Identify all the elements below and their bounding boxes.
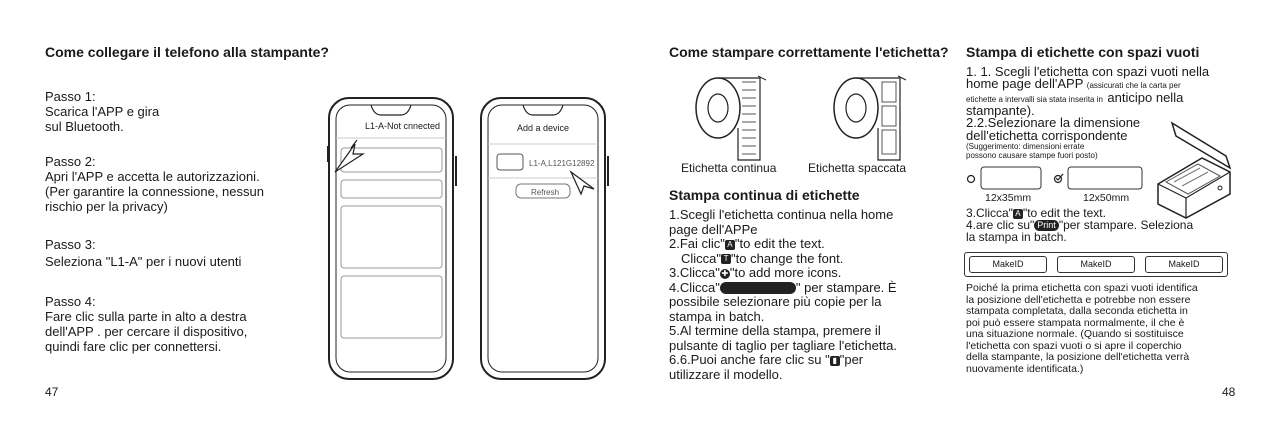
instruction-line: pulsante di taglio per tagliare l'etichetta. — [669, 337, 897, 353]
step-line: home page dell'APP — [966, 76, 1084, 91]
makeid-label-strip — [964, 252, 1228, 277]
size-option-2-label: 12x50mm — [1083, 192, 1130, 204]
step-line: dell'APP . per cercare il dispositivo, — [45, 324, 248, 339]
left-title: Come collegare il telefono alla stampante? — [45, 44, 329, 60]
instruction-line: 3.Clicca" ✚ "to add more icons. — [669, 265, 842, 280]
instruction-line: utilizzare il modello. — [669, 366, 783, 382]
instruction-line: 5.Al termine della stampa, premere il — [669, 323, 881, 338]
right-title: Stampa di etichette con spazi vuoti — [966, 44, 1200, 60]
phone-outline-icon — [479, 96, 609, 381]
step-line: dell'etichetta corrispondente — [966, 128, 1128, 143]
note-line: una situazione normale. (Quando si sostituisce — [966, 328, 1184, 340]
print-pill-icon: Print — [1034, 220, 1059, 231]
instruction-line: 2.Fai clic" A "to edit the text. — [669, 236, 825, 251]
note-line: l'etichetta con spazi vuoti o si apre il coperchio — [966, 339, 1182, 352]
phone-illustration-1 — [327, 96, 457, 381]
step-title: Passo 4: — [45, 294, 96, 309]
step-2 — [45, 154, 305, 214]
middle-title: Come stampare correttamente l'etichetta? — [669, 44, 949, 60]
size-option-1-label: 12x35mm — [985, 192, 1032, 204]
step-line: anticipo nella — [1107, 90, 1184, 105]
step-line: la stampa in batch. — [966, 230, 1067, 245]
step-line: (Per garantire la connessione, nessun — [45, 184, 264, 199]
step-note: (Suggerimento: dimensioni errate — [966, 142, 1085, 151]
note-line: stampata completata, dalla seconda etichetta in — [966, 305, 1188, 317]
page-number-right: 48 — [1222, 385, 1236, 399]
note-line: della stampante, la posizione dell'etichetta verrà — [966, 351, 1190, 363]
gap-label-roll-icon — [820, 66, 930, 162]
note-line: la posizione dell'etichetta e potrebbe non essere — [966, 293, 1191, 306]
phone-illustration-2 — [479, 96, 609, 381]
step-3 — [45, 237, 305, 269]
step-title: Passo 3: — [45, 237, 96, 252]
step-line: rischio per la privacy) — [45, 199, 168, 214]
step-line: quindi fare clic per connettersi. — [45, 339, 222, 354]
add-icons-icon: ✚ — [721, 268, 729, 278]
page-number-left: 47 — [45, 385, 59, 399]
step-4 — [45, 294, 305, 354]
makeid-label-3: MakeID — [1145, 256, 1223, 273]
middle-subtitle: Stampa continua di etichette — [669, 187, 860, 203]
font-icon: T — [721, 254, 731, 264]
right-step-2 — [966, 116, 1166, 160]
step-line: Fare clic sulla parte in alto a destra — [45, 309, 247, 324]
step-line: 4.are clic su" Print "per stampare. Seleziona — [966, 218, 1194, 232]
right-step-1 — [966, 66, 1241, 117]
step-title: Passo 1: — [45, 89, 96, 104]
continuous-label-roll-icon — [680, 66, 790, 162]
step-line: Scarica l'APP e gira — [45, 104, 160, 119]
step-line: sul Bluetooth. — [45, 119, 124, 134]
instruction-line: 6.6.Puoi anche fare clic su " ▮ "per — [669, 352, 864, 367]
right-step-3-4 — [966, 207, 1236, 243]
step-note: possono causare stampe fuori posto) — [966, 151, 1098, 160]
step-title: Passo 2: — [45, 154, 96, 169]
instruction-line: 1.Scegli l'etichetta continua nella home — [669, 207, 894, 222]
instruction-line: page dell'APPe — [669, 221, 758, 237]
continuous-label-caption: Etichetta continua — [681, 161, 777, 175]
makeid-label-1: MakeID — [969, 256, 1047, 273]
note-line: Poiché la prima etichetta con spazi vuoti identifica — [966, 282, 1198, 294]
phone2-device-label: L1-A,L121G12892 — [529, 159, 595, 168]
right-note — [966, 283, 1241, 375]
step-line: 3.Clicca" A "to edit the text. — [966, 206, 1106, 220]
instruction-line: Clicca" T "to change the font. — [681, 250, 844, 266]
phone2-title: Add a device — [517, 123, 570, 133]
radio-unselected-icon — [968, 176, 975, 183]
instruction-line: stampa in batch. — [669, 308, 765, 324]
note-line: poi può essere stampata normalmente, il che è — [966, 316, 1185, 329]
step-line: 1. 1. Scegli l'etichetta con spazi vuoti nella — [966, 64, 1210, 79]
template-icon: ▮ — [830, 356, 840, 366]
instruction-line: possibile selezionare più copie per la — [669, 294, 882, 309]
size-selector-graphic — [966, 165, 1146, 191]
phone2-refresh-button: Refresh — [531, 188, 560, 197]
step-line: Seleziona "L1-A" per i nuovi utenti — [45, 254, 242, 269]
step-note: (assicurati che la carta per — [1086, 81, 1181, 90]
step-line: Apri l'APP e accetta le autorizzazioni. — [45, 169, 260, 184]
step-line: stampante). — [966, 103, 1035, 118]
print-button-icon — [720, 282, 796, 294]
phone1-status-label: L1-A-Not cnnected — [365, 121, 441, 131]
edit-text-icon: A — [1013, 209, 1023, 219]
step-note: etichette a intervalli sia stata inserita in — [966, 95, 1103, 104]
step-line: 2.2.Selezionare la dimensione — [966, 115, 1141, 130]
note-line: nuovamente identificata.) — [966, 362, 1084, 375]
middle-instructions — [669, 208, 949, 382]
step-1 — [45, 89, 305, 134]
instruction-line: 4.Clicca" " per stampare. È — [669, 279, 897, 295]
edit-text-icon: A — [725, 240, 735, 250]
makeid-label-2: MakeID — [1057, 256, 1135, 273]
phone-outline-icon — [327, 96, 457, 381]
gap-label-caption: Etichetta spaccata — [808, 161, 907, 175]
